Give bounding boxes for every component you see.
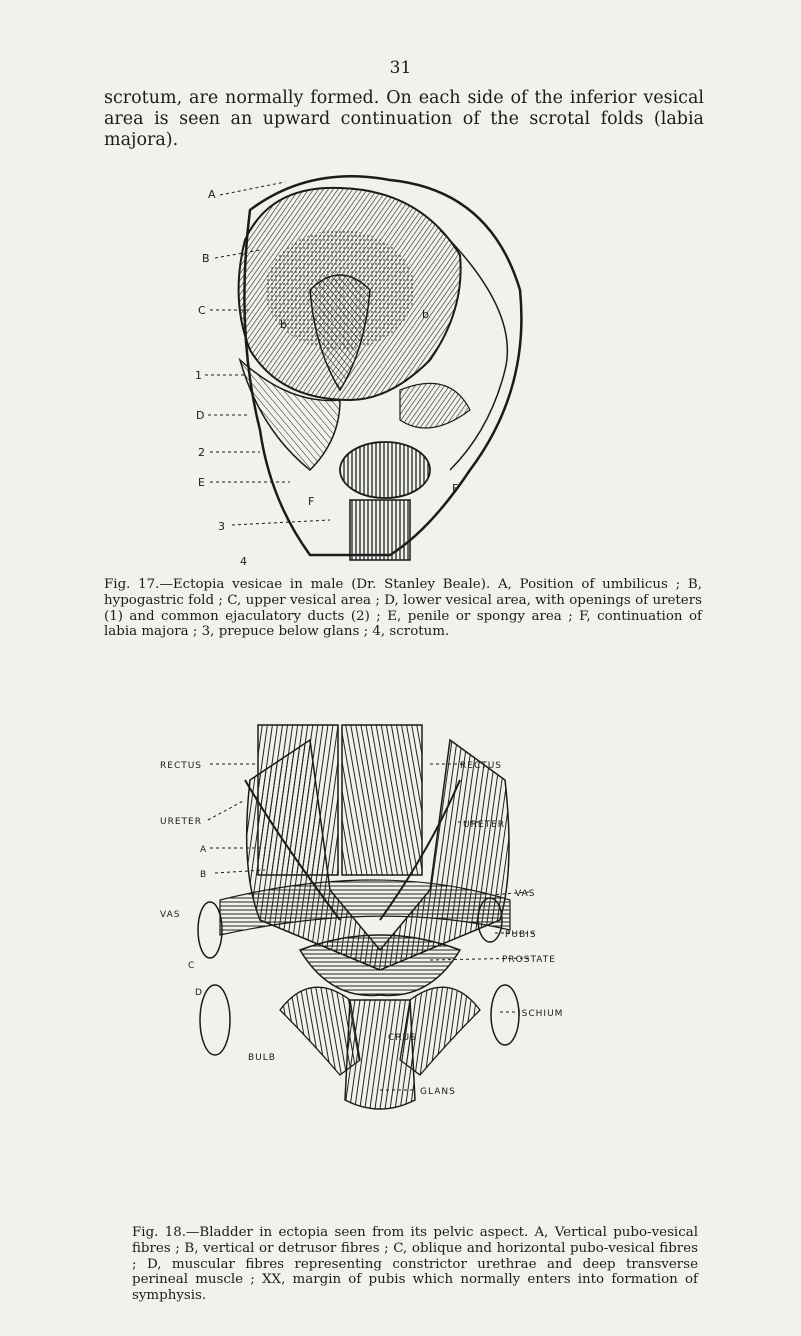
fig17-label-a: A bbox=[208, 188, 216, 201]
figure-18-caption: Fig. 18.—Bladder in ectopia seen from its pelvic aspect. A, Vertical pubo-vesical fibres ; B, vertical or detrusor fibres ; C, oblique and horizontal pubo-vesical fibres ; D, muscular fibres representing constrictor urethrae and deep transverse perineal muscle ; XX, margin of pubis which normally enters into formation of symphysis. bbox=[132, 1225, 698, 1304]
fig17-label-3: 3 bbox=[218, 520, 225, 533]
fig17-label-b-small-left: b bbox=[280, 318, 287, 331]
fig17-label-f-right: F bbox=[452, 482, 459, 495]
fig18-label-rectus-left: RECTUS bbox=[160, 761, 203, 771]
fig18-label-rectus-right: RECTUS bbox=[460, 761, 503, 771]
fig18-label-d: D bbox=[195, 988, 203, 998]
figure-18-illustration bbox=[160, 720, 600, 1120]
fig18-label-pubis: PUBIS bbox=[505, 930, 537, 940]
fig17-label-e: E bbox=[198, 476, 205, 489]
fig18-label-crus: CRUS bbox=[388, 1033, 417, 1043]
fig18-label-a: A bbox=[200, 845, 208, 855]
fig18-label-ischium: ISCHIUM bbox=[518, 1009, 564, 1019]
fig18-label-prostate: PROSTATE bbox=[502, 955, 556, 965]
figure-17-caption: Fig. 17.—Ectopia vesicae in male (Dr. Stanley Beale). A, Position of umbilicus ; B, hypogastric fold ; C, upper vesical area ; D, lower vesical area, with openings of ureters (1) and common ejaculatory ducts (2) ; E, penile or spongy area ; F, continuation of labia majora ; 3, prepuce below glans ; 4, scrotum. bbox=[104, 577, 702, 640]
body-paragraph: scrotum, are normally formed. On each side of the inferior vesical area is seen an upward continuation of the scrotal folds (labia majora). bbox=[104, 88, 704, 150]
fig18-label-glans: GLANS bbox=[420, 1087, 456, 1097]
fig17-label-4: 4 bbox=[240, 555, 247, 568]
fig18-label-vas-right: VAS bbox=[515, 889, 536, 899]
fig18-label-ureter-right: URETER bbox=[463, 820, 505, 830]
fig17-label-c: C bbox=[198, 304, 206, 317]
fig17-label-b-small-right: b bbox=[422, 308, 429, 321]
fig18-label-bulb: BULB bbox=[248, 1053, 276, 1063]
fig17-label-1: 1 bbox=[195, 369, 202, 382]
fig18-label-ureter-left: URETER bbox=[160, 817, 202, 827]
fig18-label-c: C bbox=[188, 961, 196, 971]
fig17-label-b: B bbox=[202, 252, 210, 265]
fig18-label-vas-left: VAS bbox=[160, 910, 181, 920]
figure-17-illustration bbox=[190, 170, 590, 570]
fig17-label-2: 2 bbox=[198, 446, 205, 459]
fig17-label-f-left: F bbox=[308, 495, 315, 508]
page-number: 31 bbox=[389, 58, 412, 78]
fig17-label-d: D bbox=[196, 409, 205, 422]
fig18-label-b: B bbox=[200, 870, 208, 880]
